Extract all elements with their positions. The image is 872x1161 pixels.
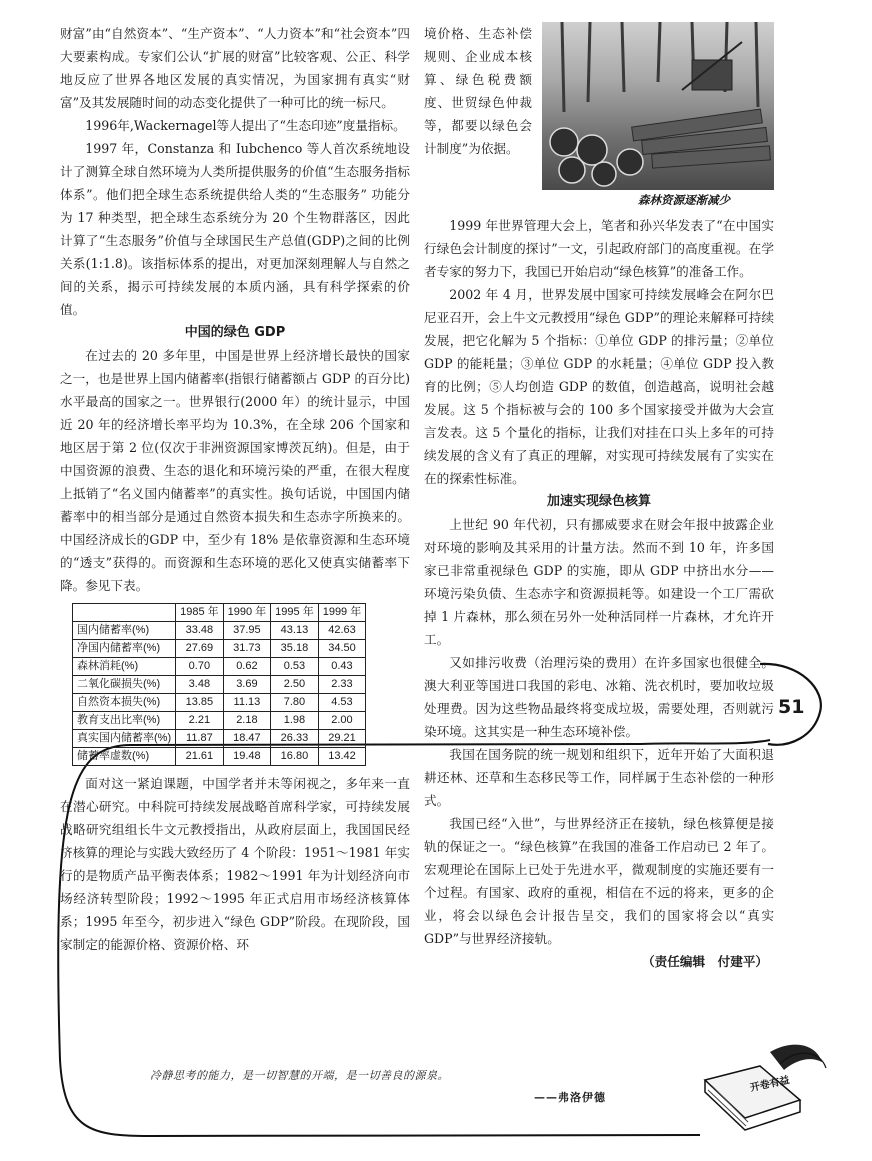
table-cell: 0.53 (271, 658, 319, 676)
forest-logging-photo (542, 22, 774, 190)
editor-credit: （责任编辑 付建平） (642, 954, 768, 969)
table-cell: 0.62 (223, 658, 271, 676)
footer-quote: 冷静思考的能力，是一切智慧的开端，是一切善良的源泉。 (150, 1069, 449, 1082)
paragraph-wealth: 财富”由“自然资本”、“生产资本”、“人力资本”和“社会资本”四大要素构成。专家们公认“扩展的财富”比较客观、公正、科学地反应了世界各地区发展的真实情况，为国家拥有真实“财富”及其发展随时间的动态变化提供了一种可比的统一标尺。 (60, 26, 410, 110)
table-header-cell: 1999 年 (318, 604, 366, 622)
table-header-cell: 1985 年 (176, 604, 224, 622)
table-cell: 2.00 (318, 712, 366, 730)
table-cell: 18.47 (223, 730, 271, 748)
paragraph-china-savings: 在过去的 20 多年里，中国是世界上经济增长最快的国家之一，也是世界上国内储蓄率(指银行储蓄额占 GDP 的百分比)水平最高的国家之一。世界银行(2000 年）的统计显示，中国近 20 年的经济增长率平均为 10.3%，在全球 206 个国家和地区居于第 2 位(仅次于非洲资源国家博茨瓦纳)。但是，由于中国资源的浪费、生态的退化和环境污染的严重，在很大程度上抵销了“名义国内储蓄率”的真实性。换句话说，中国国内储蓄率中的相当部分是通过自然资本损失和生态赤字所换来的。中国经济成长的GDP 中，至少有 18% 是依靠资源和生态环境的“透支”获得的。而资源和生态环境的恶化又使真实储蓄率下降。参见下表。 (60, 348, 410, 593)
paragraph-wto-accession: 我国已经“入世”，与世界经济正在接轨，绿色核算便是接轨的保证之一。“绿色核算”在我国的准备工作启动已 2 年了。宏观理论在国际上已处于先进水平，微观制度的实施还要有一个过程。有国家、政府的重视，相信在不远的将来，更多的企业，将会以绿色会计报告呈交，我们的国家将会以“真实 GDP”与世界经济接轨。 (424, 816, 774, 946)
table-cell: 国内储蓄率(%) (73, 622, 176, 640)
right-column (424, 22, 774, 973)
table-cell: 34.50 (318, 640, 366, 658)
page-number: 51 (778, 696, 805, 718)
section-heading-green-gdp: 中国的绿色 GDP (184, 325, 286, 340)
figure-wrap (424, 22, 774, 214)
table-cell: 11.87 (176, 730, 224, 748)
table-cell: 42.63 (318, 622, 366, 640)
table-header-cell: 1990 年 (223, 604, 271, 622)
table-row (73, 676, 366, 694)
table-row (73, 640, 366, 658)
table-row (73, 622, 366, 640)
table-row (73, 748, 366, 766)
table-cell: 二氧化碳损失(%) (73, 676, 176, 694)
table-cell: 26.33 (271, 730, 319, 748)
section-heading-green-accounting: 加速实现绿色核算 (546, 494, 651, 509)
table-cell: 3.48 (176, 676, 224, 694)
table-cell: 13.85 (176, 694, 224, 712)
table-cell: 净国内储蓄率(%) (73, 640, 176, 658)
table-header-cell (73, 604, 176, 622)
table-cell: 2.18 (223, 712, 271, 730)
paragraph-management-conference: 1999 年世界管理大会上，笔者和孙兴华发表了“在中国实行绿色会计制度的探讨”一文，引起政府部门的高度重视。在学者专家的努力下，我国已开始启动“绿色核算”的准备工作。 (424, 218, 774, 279)
table-cell: 7.80 (271, 694, 319, 712)
table-header-row (73, 604, 366, 622)
savings-table (72, 603, 366, 766)
table-cell: 21.61 (176, 748, 224, 766)
table-cell: 0.43 (318, 658, 366, 676)
footer-quote-author: ——弗洛伊德 (534, 1091, 606, 1104)
table-row (73, 730, 366, 748)
table-cell: 3.69 (223, 676, 271, 694)
table-cell: 37.95 (223, 622, 271, 640)
table-cell: 2.50 (271, 676, 319, 694)
table-cell: 教育支出比率(%) (73, 712, 176, 730)
left-column (60, 22, 410, 956)
table-cell: 13.42 (318, 748, 366, 766)
table-cell: 森林消耗(%) (73, 658, 176, 676)
table-cell: 35.18 (271, 640, 319, 658)
table-cell: 2.21 (176, 712, 224, 730)
paragraph-ecological-footprint: 1996年,Wackernagel等人提出了“生态印迹”度量指标。 (85, 118, 406, 133)
paragraph-accounting-basis: 境价格、生态补偿规则、企业成本核算、绿色税费额度、世贸绿色仲裁等，都要以绿色会计制度”为依据。 (424, 26, 532, 156)
table-cell: 19.48 (223, 748, 271, 766)
table-cell: 31.73 (223, 640, 271, 658)
table-cell: 11.13 (223, 694, 271, 712)
table-cell: 4.53 (318, 694, 366, 712)
paragraph-summit-indicators: 2002 年 4 月，世界发展中国家可持续发展峰会在阿尔巴尼亚召开，会上牛文元教授用“绿色 GDP”的理论来解释可持续发展，把它化解为 5 个指标：①单位 GDP 的排污量；②单位 GDP 的能耗量；③单位 GDP 的水耗量；④单位 GDP 投入教育的比例；⑤人均创造 GDP 的数值，创造越高，说明社会越发展。这 5 个指标被与会的 100 多个国家接受并做为大会宣言发表。这 5 个量化的指标，让我们对挂在口头上多年的可持续发展的含义有了真正的理解，对实现可持续发展有了实实在在的探索性标准。 (424, 287, 774, 486)
paragraph-reforestation: 我国在国务院的统一规划和组织下，近年开始了大面积退耕还林、还草和生态移民等工作，同样属于生态补偿的一种形式。 (424, 747, 774, 808)
table-cell: 自然资本损失(%) (73, 694, 176, 712)
paragraph-accounting-stages: 面对这一紧迫课题，中国学者并未等闲视之，多年来一直在潜心研究。中科院可持续发展战略首席科学家，可持续发展战略研究组组长牛文元教授指出，从政府层面上，我国国民经济核算的理论与实践大致经历了 4 个阶段：1951～1981 年实行的是物质产品平衡表体系；1982～1991 年为计划经济向市场经济转型阶段；1992～1995 年正式启用市场经济核算体系；1995 年至今，初步进入“绿色 GDP”阶段。在现阶段，国家制定的能源价格、资源价格、环 (60, 776, 410, 952)
paragraph-ecosystem-services: 1997 年，Constanza 和 Iubchenco 等人首次系统地设计了测算全球自然环境为人类所提供服务的价值“生态服务指标体系”。他们把全球生态系统提供给人类的“生态服务” 功能分为 17 种类型，把全球生态系统分为 20 个生物群落区，因此计算了“生态服务”价值与全球国民生产总值(GDP)之间的比例关系(1:1.8)。该指标体系的提出，对更加深刻理解人与自然之间的关系，揭示可持续发展的本质内涵，具有科学探索的价值。 (60, 141, 410, 317)
table-cell: 储蓄率虚数(%) (73, 748, 176, 766)
forest-figure (542, 22, 774, 210)
table-cell: 0.70 (176, 658, 224, 676)
forest-logging-illustration (542, 22, 774, 190)
table-cell: 33.48 (176, 622, 224, 640)
table-cell: 16.80 (271, 748, 319, 766)
table-cell: 29.21 (318, 730, 366, 748)
table-row (73, 694, 366, 712)
table-cell: 43.13 (271, 622, 319, 640)
table-header-cell: 1995 年 (271, 604, 319, 622)
figure-caption: 森林资源逐渐减少 (638, 193, 730, 207)
table-cell: 27.69 (176, 640, 224, 658)
table-cell: 2.33 (318, 676, 366, 694)
table-row (73, 712, 366, 730)
paragraph-norway-disclosure: 上世纪 90 年代初，只有挪威要求在财会年报中披露企业对环境的影响及其采用的计量方法。然而不到 10 年，许多国家已非常重视绿色 GDP 的实施，即从 GDP 中挤出水分——环境污染负债、生态赤字和资源损耗等。如建设一个工厂需砍掉 1 片森林，那么须在另外一处种活同样一片森林，才允许开工。 (424, 517, 774, 647)
paragraph-pollution-fees: 又如排污收费（治理污染的费用）在许多国家也很健全。澳大利亚等国进口我国的彩电、冰箱、洗衣机时，要加收垃圾处理费。因为这些物品最终将变成垃圾，需要处理，否则就污染环境。这其实是一种生态环境补偿。 (424, 655, 774, 739)
book-badge-label: 开卷有益 (749, 1074, 791, 1095)
table-cell: 真实国内储蓄率(%) (73, 730, 176, 748)
table-row (73, 658, 366, 676)
table-cell: 1.98 (271, 712, 319, 730)
